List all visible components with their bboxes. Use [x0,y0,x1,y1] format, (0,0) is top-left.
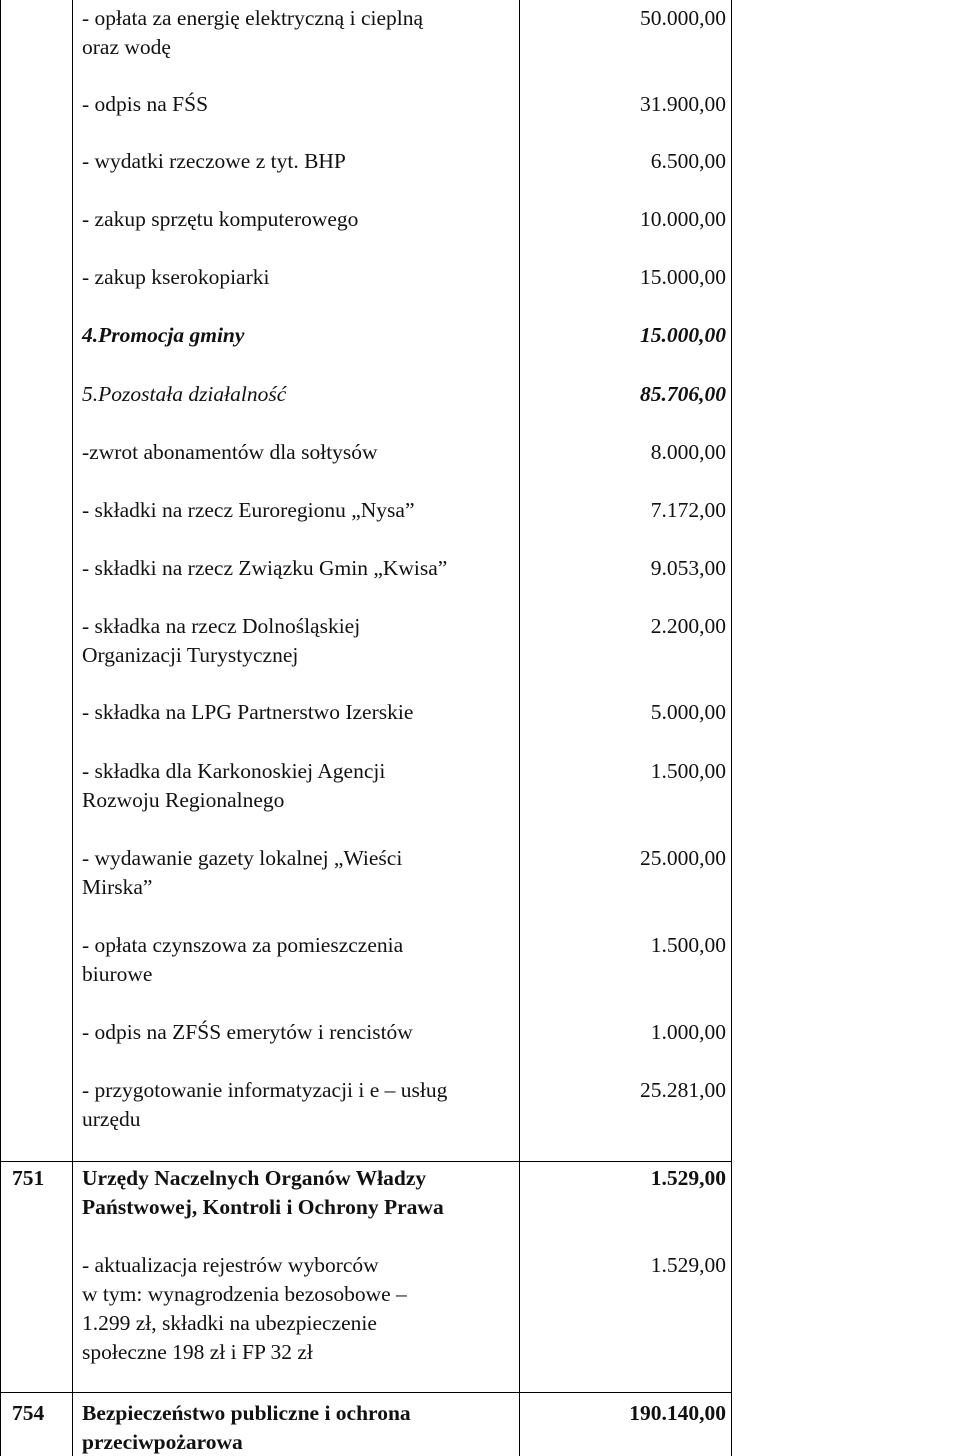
section-754-title-line-1: Bezpieczeństwo publiczne i ochrona [82,1401,411,1425]
row-2-desc: - odpis na FŚS [82,92,209,116]
row-8-desc: -zwrot abonamentów dla sołtysów [82,440,378,464]
row-divider-751 [0,1161,732,1162]
row-17-desc-line-1: - przygotowanie informatyzacji i e – usług [82,1078,448,1102]
column-divider-code [72,0,73,1456]
section-754-amount: 190.140,00 [629,1401,726,1425]
row-4-desc: - zakup sprzętu komputerowego [82,207,359,231]
row-11-desc-line-2: Organizacji Turystycznej [82,643,299,667]
row-17-amount: 25.281,00 [640,1078,726,1102]
row-15-desc-line-1: - opłata czynszowa za pomieszczenia [82,933,404,957]
section-751-item-line-1: - aktualizacja rejestrów wyborców [82,1253,379,1277]
column-divider-amount [519,0,520,1456]
row-14-desc-line-2: Mirska” [82,875,153,899]
column-divider-right [731,0,732,1456]
row-3-desc: - wydatki rzeczowe z tyt. BHP [82,149,346,173]
row-14-desc-line-1: - wydawanie gazety lokalnej „Wieści [82,846,403,870]
row-16-desc: - odpis na ZFŚS emerytów i rencistów [82,1020,413,1044]
row-9-desc: - składki na rzecz Euroregionu „Nysa” [82,498,415,522]
row-6-desc: 4.Promocja gminy [82,323,245,347]
table-left-border [0,0,1,1456]
row-1-desc-line-1: - opłata za energię elektryczną i cieplną [82,6,424,30]
row-16-amount: 1.000,00 [650,1020,726,1044]
section-751-amount: 1.529,00 [650,1166,726,1190]
row-11-desc-line-1: - składka na rzecz Dolnośląskiej [82,614,361,638]
row-12-desc: - składka na LPG Partnerstwo Izerskie [82,700,414,724]
row-7-desc: 5.Pozostała działalność [82,382,287,406]
row-10-amount: 9.053,00 [650,556,726,580]
section-751-item-line-4: społeczne 198 zł i FP 32 zł [82,1340,313,1364]
row-6-amount: 15.000,00 [640,323,726,347]
row-13-desc-line-1: - składka dla Karkonoskiej Agencji [82,759,386,783]
row-7-amount: 85.706,00 [640,382,726,406]
row-3-amount: 6.500,00 [650,149,726,173]
row-1-desc-line-2: oraz wodę [82,35,171,59]
row-12-amount: 5.000,00 [650,700,726,724]
row-17-desc-line-2: urzędu [82,1107,141,1131]
section-751-title-line-1: Urzędy Naczelnych Organów Władzy [82,1166,427,1190]
row-2-amount: 31.900,00 [640,92,726,116]
row-15-desc-line-2: biurowe [82,962,153,986]
row-13-amount: 1.500,00 [650,759,726,783]
row-9-amount: 7.172,00 [650,498,726,522]
row-1-amount: 50.000,00 [640,6,726,30]
row-8-amount: 8.000,00 [650,440,726,464]
section-754-code: 754 [12,1401,45,1425]
section-754-title-line-2: przeciwpożarowa [82,1430,243,1454]
row-4-amount: 10.000,00 [640,207,726,231]
section-751-item-amount: 1.529,00 [650,1253,726,1277]
row-10-desc: - składki na rzecz Związku Gmin „Kwisa” [82,556,448,580]
section-751-code: 751 [12,1166,45,1190]
row-11-amount: 2.200,00 [650,614,726,638]
row-13-desc-line-2: Rozwoju Regionalnego [82,788,285,812]
row-14-amount: 25.000,00 [640,846,726,870]
row-5-amount: 15.000,00 [640,265,726,289]
row-divider-754 [0,1392,732,1393]
section-751-title-line-2: Państwowej, Kontroli i Ochrony Prawa [82,1195,444,1219]
section-751-item-line-2: w tym: wynagrodzenia bezosobowe – [82,1282,407,1306]
row-5-desc: - zakup kserokopiarki [82,265,270,289]
row-15-amount: 1.500,00 [650,933,726,957]
section-751-item-line-3: 1.299 zł, składki na ubezpieczenie [82,1311,377,1335]
